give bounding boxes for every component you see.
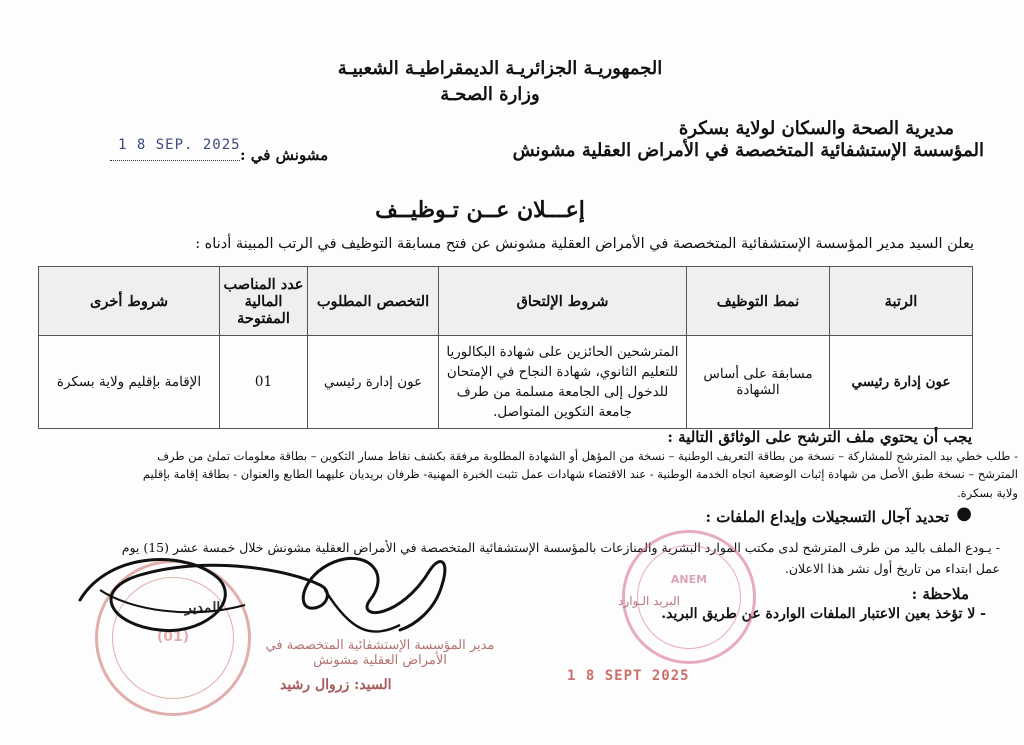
signer-name: السيد: زروال رشيد [280, 677, 392, 693]
deadline-text: - يـودع الملف باليد من طرف المترشح لدى مكتب الموارد البشرية والمنازعات بالمؤسسة الإستشفائية المتخصصة في الأمراض العقلية مشونش خلال خمسة عشر (15) يوم عمل ابتداء من تاريخ أول نشر هذا الاعلان. [121, 540, 1000, 577]
deadline-title: تحديد آجال التسجيلات وإيداع الملفات : [705, 508, 949, 526]
intro-text: يعلن السيد مدير المؤسسة الإستشفائية المتخصصة في الأمراض العقلية مشونش عن فتح مسابقة التوظيف في الرتب المبينة أدناه : [195, 236, 974, 252]
documents-title: يجب أن يحتوي ملف الترشح على الوثائق التالية : [667, 428, 972, 446]
anem-logo: ANEM [670, 573, 708, 586]
note-text: - لا تؤخذ بعين الاعتبار الملفات الواردة عن طريق البريد. [661, 606, 986, 622]
signature-stamp-text: مدير المؤسسة الإستشفائية المتخصصة في الأمراض العقلية مشونش [265, 638, 495, 668]
cell-grade: عون إدارة رئيسي [830, 336, 973, 429]
seal-code: (01) [156, 629, 190, 645]
received-label: البريد الـوارد [618, 594, 680, 608]
cell-mode: مسابقة على أساس الشهادة [687, 336, 830, 429]
ministry-heading: وزارة الصحـة [440, 84, 540, 105]
header-conditions: شروط الإلتحاق [439, 267, 687, 336]
handwritten-signature [70, 530, 470, 660]
received-date: 1 8 SEPT 2025 [567, 668, 690, 684]
jobs-table [38, 266, 973, 429]
republic-heading: الجمهوريـة الجزائريـة الديمقراطيـة الشعبيـة [337, 58, 663, 79]
header-mode: نمط التوظيف [687, 267, 830, 336]
cell-other: الإقامة بإقليم ولاية بسكرة [39, 336, 220, 429]
date-stamp: 1 8 SEP. 2025 [118, 137, 241, 153]
cell-conditions: المترشحين الحائزين على شهادة البكالوريا للتعليم الثانوي، شهادة النجاح في الإمتحان للدخول إلى الجامعة مسلمة من طرف جامعة التكوين المتواصل. [439, 336, 687, 429]
cell-positions: 01 [220, 336, 308, 429]
directorate-heading: مديرية الصحة والسكان لولاية بسكرة [678, 118, 954, 139]
received-stamp [520, 592, 680, 611]
signer-title: المدير [185, 600, 221, 616]
documents-text: - طلب خطي بيد المترشح للمشاركة – نسخة من بطاقة التعريف الوطنية – نسخة من المؤهل أو الشهادة المطلوبة مرفقة بكشف نقاط مسار التكوين – بطاقة معلومات تملئ من طرف المترشح – نسخة طبق الأصل من شهادة إثبات الوضعية اتجاه الخدمة الوطنية - عند الاقتضاء شهادات عمل تثبت الخبرة المهنية- ظرفان بريديان عليهما الطابع والعنوان - بطاقة إقامة بإقليم ولاية بسكرة. [142, 449, 1018, 500]
cell-specialty: عون إدارة رئيسي [308, 336, 439, 429]
note-title: ملاحظة : [911, 585, 969, 603]
place-label: مشونش في : [240, 146, 329, 164]
table-row [39, 336, 973, 429]
table-header-row [39, 267, 973, 336]
header-other: شروط أخرى [39, 267, 220, 336]
header-grade: الرتبة [830, 267, 973, 336]
bullet-icon: ● [956, 503, 972, 524]
announcement-title: إعـــلان عــن تـوظيــف [375, 197, 585, 223]
institution-heading: المؤسسة الإستشفائية المتخصصة في الأمراض العقلية مشونش [512, 140, 984, 161]
header-specialty: التخصص المطلوب [308, 267, 439, 336]
date-line [110, 160, 240, 161]
header-positions: عدد المناصب المالية المفتوحة [220, 267, 308, 336]
